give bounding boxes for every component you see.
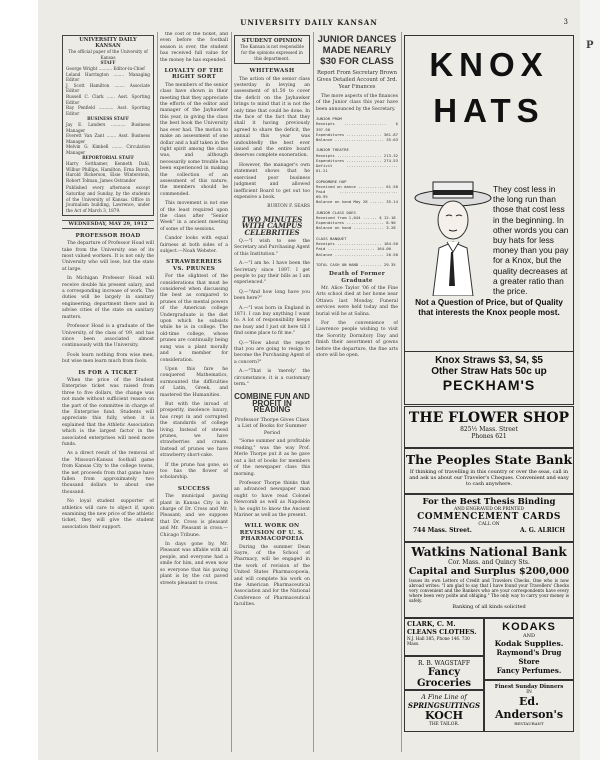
issue-date: WEDNESDAY, MAY 29, 1912 — [62, 220, 154, 228]
headline-strawberries: STRAWBERRIES VS. PRUNES — [165, 259, 222, 272]
staff-1: George Wright .......... Editor-in-Chief — [66, 65, 145, 71]
next-page-letter: P — [586, 40, 594, 51]
headline-success: SUCCESS — [177, 485, 211, 492]
business-heading: BUSINESS STAFF — [87, 116, 129, 122]
column-3: STUDENT OPINION The Kansan is not responsible for the opinions expressed in this department. WHITEWASH The action of the senior class yesterday in levying an assessment of $1.50 to cover the deficit on the Jayhawker brings to mind that it is not the only time that could be done. In the face of the fact that they shall it having previously agreed to share the deficit, the annual this year was undoubtedly the best ever issued and the entire board deserves complete exoneration. However, the manager's own statement shows that he exercised poor business judgment and allowed inefficient Board to get out too expensive a book. BURTON F. SEARS TWO MINUTES WITH CAMPUS CELEBRITIES Q.—"I wish to see the Secretary and Purchasing Agent of this Institution." A.—"I am he. I have been the Secretary since 1897. I get people to pay their bills as I am experienced." Q.—"And how long have you been here?" A.—"I was born in England in 1871. I can buy anything I want to. A lot of responsibility keeps me busy and I just sit here till I find some place to fit me." Q.—"How about the report that you are going to resign to become the Purchasing Agent of a concern?" A.—"That is 'merely' the circumstance, it is a customary term." COMBINE FUN AND PROFIT IN READING Professor Thorpe Gives Class a List of Books for Summer Period "Some summer and profitable reading," was the way Prof. Merle Thorpe put it as he gave out a list of books for members of the newspaper class this morning. Professor Thorpe thinks that an advanced newspaper man ought to have read Colonel Newcomb as well as Napoleon I; he ought to know the Ancient Mariner as well as the present. WILL WORK ON REVISION OF U. S. PHARMACOPOEIA During the summer Dean Sayre, of the School of Pharmacy, will be engaged in the work of revision of the United States Pharmacopoeia, and will complete his work on the American Pharmaceutical Association and for the National Conference of Pharmaceutical faculties. — [234, 32, 310, 752]
subheadline-junior-dances: Report From Secretary Brown Gives Detailed Account of 3rd. Year Finances — [316, 70, 398, 90]
column-1: UNIVERSITY DAILY KANSAN The official paper of the University of Kansas STAFF George Wright .......... Editor-in-Chief Leland Harrington ........ Managing Editor J. Scott Hamilton ........ Associate Editor Russell C. Clark ...... Asst. Sporting Editor Ray Penfield ........... Asst. Sporting Editor BUSINESS STAFF Jay E. Landers ........... Business Manager Everett Van Zant ....... Asst. Business Manager Melvin G. Kimbell ........ Circulation Manager REPORTORIAL STAFF Harry Sotthamer, Kenneth Dahl, Wilbur Phillips, Hamilton, Erna Burch, Harold Rickerson, Elsie Winterstein, Robert Tolman, James Ostrander Published every afternoon except Saturday and Sunday, by the students of the University of Kansas. Office in Journalism building, Lawrence, under the Act of March 3, 1879. WEDNESDAY, MAY 29, 1912 PROFESSOR HOAD The departure of Professor Hoad will take from the University one of its most valued workers. It is not only the University who will lose, but the state at large. In Michigan Professor Hoad will receive double his present salary, and a corresponding increase of work. The duties will be largely in sanitary engineering; department there and in advise cities of the state on sanitary matters. Professor Hoad is a graduate of the University, of the class of '09, and has since been associated almost continuously with the University. Fools learn nothing from wise men, but wise men learn much from fools. IS FOR A TICKET When the price of the Student Enterprise ticket was raised from three to five dollars, the change was not made without sufficient reason on the part of the committee in charge of the Enterprise fund. Students will appreciate this fully, when it is explained that the Athletic Association which is the largest factor in the associated enterprises will need more funds. As a direct result of the removal of the Missouri-Kansas football game from Kansas City to the college towns, the net proceeds from that game have fallen from approximately two thousand dollars to about one thousand. No loyal student supporter of athletics will care to object if, upon examining the new price of the athletic ticket, they will give the student association their support. — [62, 37, 154, 530]
headline-death: Death of Former Graduate — [329, 271, 385, 284]
thesis-binding-ad — [404, 494, 574, 542]
knox-side-text: They cost less in the long run than those that cost less in the beginning. In other words you can buy hats for less money than you pay for a Knox, but the quality decreases at a greater ratio than the price. — [493, 184, 569, 297]
koch-line2: SPRINGSUITINGS — [407, 701, 481, 710]
clark-cleaners-ad — [404, 618, 484, 656]
subheadline-combine-fun: Professor Thorpe Gives Class a List of Books for Summer Period — [234, 416, 310, 436]
headline-professor-hoad: PROFESSOR HOAD — [75, 232, 141, 239]
koch-tailor-ad — [404, 690, 484, 732]
watkins-bank-ad — [404, 542, 574, 618]
thesis-title: For the Best Thesis Binding — [422, 497, 556, 507]
left-page-margin — [0, 0, 38, 760]
masthead-subtitle: The official paper of the University of Kansas — [68, 49, 148, 60]
peckhams-store: PECKHAM'S — [442, 377, 536, 393]
knox-hats-ad — [404, 35, 574, 352]
flower-shop-phone: Phones 621 — [471, 433, 507, 440]
watkins-address: Cor. Mass. and Quincy Sts. — [448, 559, 530, 566]
flower-shop-address: 825½ Mass. Street — [460, 426, 518, 433]
student-opinion-box: STUDENT OPINION The Kansan is not responsible for the opinions expressed in this department. — [234, 35, 310, 64]
headline-two-minutes: TWO MINUTES WITH CAMPUS CELEBRITIES — [241, 214, 303, 237]
wagstaff-ad — [404, 656, 484, 690]
headline-whitewash: WHITEWASH — [249, 68, 295, 75]
watkins-title: Watkins National Bank — [411, 545, 567, 559]
kodaks-and: AND — [523, 633, 535, 639]
column-rule — [157, 32, 158, 752]
watkins-text: Issues its own Letters of Credit and Travelers Checks. One who is now abroad writes: "I am glad to say that I have found your Travellers' Checks very convenient and the Bankers who are your correspondents have every where been very polite and obliging." The only way to carry your money is safely. — [409, 578, 569, 603]
clark-text: CLARK, C. M. CLEANS CLOTHES. — [407, 620, 477, 636]
anderson-restaurant-ad — [484, 680, 574, 732]
business-2: Everett Van Zant ....... Asst. Business Manager — [66, 133, 150, 144]
column-rule — [313, 32, 314, 752]
masthead-box — [62, 35, 154, 216]
masthead-title: UNIVERSITY DAILY KANSAN — [79, 37, 137, 49]
thesis-sub: AND ENGRAVED OR PRINTED — [454, 507, 524, 512]
staff-4: Russell C. Clark ...... Asst. Sporting Editor — [66, 93, 150, 105]
anderson-line1: Finest Sunday Dinners — [494, 684, 564, 690]
kodaks-ad — [484, 618, 574, 680]
wagstaff-name: R. B. WAGSTAFF — [418, 660, 470, 667]
page-number: 3 — [563, 18, 568, 26]
page-header: UNIVERSITY DAILY KANSAN — [240, 18, 378, 27]
headline-its-for-a-ticket: IS FOR A TICKET — [78, 369, 138, 376]
thesis-address: 744 Mass. Street. — [413, 527, 472, 534]
signature: BURTON F. SEARS — [267, 204, 310, 210]
other-straws: Other Straw Hats 50c up — [431, 366, 547, 377]
clark-info: N.J. Hall 385, Phone 146. 730 Mass. — [407, 636, 470, 647]
headline-combine-fun: COMBINE FUN AND PROFIT IN READING — [234, 392, 310, 415]
koch-line4: THE TAILOR. — [428, 722, 460, 727]
peoples-bank-ad — [404, 448, 574, 494]
staff-3: J. Scott Hamilton ........ Associate Editor — [66, 82, 150, 94]
column-4: JUNIOR DANCES MADE NEARLY $30 FOR CLASS Report From Secretary Brown Gives Detailed Account of 3rd. Year Finances The more aspects of the finances of the Junior class this year have been announced by the Secretary. JUNIOR PROM Receipts .................. $ 397.50 Expenditures ............... 361.87 Balance ..................... 35.63 JUNIOR THEATRE Receipts ................... 213.32 Expenditures ............... 274.53 Deficit ...................... 61.21 SOPHOMORE HOP Received on dance ........... 61.50 Paid ......................... 60.95 Balance on hand May 28 ...... 35.14 JUNIOR CLASS DUES Received from 1,044 ...... $ 12.18 Expenditures ................ 8.90 Balance on hand ............. 3.28 CLASS BANQUET Receipts ................... 184.50 Paid .................... 164.00 Balance ..................... 20.50 TOTAL CASH ON HAND ......... 29.35 Death of Former Graduate Mr. Alice Taylor '06 of the Fine Arts school died at her home near Ottawa last Monday. Funeral services were held today and the burial will be at Salina. For the convenience of Lawrence people wishing to visit the Sorority Dormitory Day and finish their assortment of gowns before the departure, the fine arts store will be open. — [316, 34, 398, 358]
knox-title: KNOX — [429, 46, 549, 83]
kodaks-fancy: Fancy Perfumes. — [496, 666, 562, 675]
wagstaff-title: Fancy Groceries — [417, 667, 471, 689]
man-in-hat-illustration — [413, 176, 493, 296]
flower-shop-title: THE FLOWER SHOP — [408, 410, 570, 426]
next-page-edge — [580, 0, 600, 760]
column-2: the cost of the ticket, and even before the football season is over, the student has received full value for the money he has expended. LOYALTY OF THE RIGHT SORT The members of the senior class have shown in their meeting that they appreciate the efforts of the editor and manager of the Jayhawker this year, in giving the class the best book the University has ever had. The motion to make an assessment of one dollar and a half taken in the right spirit among the class was, and although necessarily some trouble has been experienced in making the collection of an assessment of this nature, the members should be commended. This movement is not one of the least required upon the class after "Senior Week" in a ancient meeting of some of the sessions. Candor looks with equal fairness at both sides of a subject.—Noah Webster. STRAWBERRIES VS. PRUNES For the slightest of the considerations that must be considered when discussing the best as compared to prunes of the mental powers of the American college Undergraduate is the diet upon which he subsists while he is in college. The old-time college, whose prunes are continually being sung was a plant morally and a member for consideration. Upon this fare he conquered Mathematics, surmounted the difficulties of Latin, Greek, and mastered the Humanities. But with the inroad of prosperity, insolence luxury, has crept in and corrupted the standards of college living. Instead of stewed prunes, we have strawberries and cream. Instead of prunes we have strawberry short-cake. If the prune has gone, so too has the flower of scholarship. SUCCESS The municipal paving plant in Kansas City is in charge of Dr. Cross and Mr. Pleasant; and we suppose that Dr. Cross is pleasant and Mr. Pleasant is cross.—Chicago Tribune. In days gone by, Mr. Pleasant was affable with all people, and everyone had a smile for him, and even now so everyone that his paving plant is by the cut paved streets pleasant to cross. — [160, 32, 228, 586]
watkins-footer: Banking of all kinds solicited — [452, 604, 526, 610]
kodaks-sub: Kodak Supplies. — [494, 639, 564, 648]
anderson-line3: Ed. Anderson's — [494, 695, 564, 721]
thesis-call: CALL ON — [478, 522, 500, 527]
thesis-commencement: COMMENCEMENT CARDS — [417, 512, 561, 522]
reporters-list: Harry Sotthamer, Kenneth Dahl, Wilbur Phillips, Hamilton, Erna Burch, Harold Rickerson, Elsie Winterstein, Robert Tolman, James Ostrander — [66, 161, 150, 183]
flower-shop-ad — [404, 406, 574, 448]
reportorial-heading: REPORTORIAL STAFF — [82, 155, 134, 161]
anderson-line2: IN — [526, 690, 532, 695]
koch-line1: A Fine Line of — [421, 693, 467, 701]
kodaks-title: KODAKS — [502, 621, 556, 633]
column-rule — [401, 32, 402, 752]
headline-will-work: WILL WORK ON REVISION OF U. S. PHARMACOPOEIA — [239, 523, 305, 543]
knox-hats-title: HATS — [433, 92, 545, 129]
koch-line3: KOCH — [425, 709, 463, 722]
publication-note: Published every afternoon except Saturday and Sunday, by the students of the University of Kansas. Office in Journalism building, Lawrence, under the Act of March 3, 1879. — [66, 185, 150, 213]
knox-straws: Knox Straws $3, $4, $5 — [435, 355, 543, 366]
staff-5: Ray Penfield ........... Asst. Sporting Editor — [66, 105, 150, 116]
knox-prices — [404, 352, 574, 405]
staff-2: Leland Harrington ........ Managing Editor — [66, 71, 150, 83]
thesis-name: A. G. ALRICH — [519, 527, 565, 534]
headline-loyalty: LOYALTY OF THE RIGHT SORT — [164, 68, 224, 81]
peoples-bank-text: If thinking of travelling in this country or over the seas, call in and ask us about our Traveler's Cheques. Convenient and easy to cash anywhere. — [409, 469, 569, 487]
headline-student-opinion: STUDENT OPINION — [241, 38, 303, 44]
anderson-line4: RESTAURANT — [514, 721, 544, 726]
staff-heading: STAFF — [100, 60, 116, 66]
business-3: Melvin G. Kimbell ........ Circulation Manager — [66, 144, 150, 155]
headline-junior-dances: JUNIOR DANCES MADE NEARLY $30 FOR CLASS — [317, 34, 397, 67]
kodaks-store: Raymond's Drug Store — [496, 648, 562, 666]
peoples-bank-title: The Peoples State Bank — [405, 452, 573, 467]
knox-tagline: Not a Question of Price, but of Quality that interests the Knox people most. — [415, 298, 563, 317]
business-1: Jay E. Landers ........... Business Manager — [66, 121, 150, 133]
column-rule — [231, 32, 232, 752]
newspaper-page — [38, 0, 580, 760]
watkins-capital: Capital and Surplus $200,000 — [408, 566, 570, 577]
